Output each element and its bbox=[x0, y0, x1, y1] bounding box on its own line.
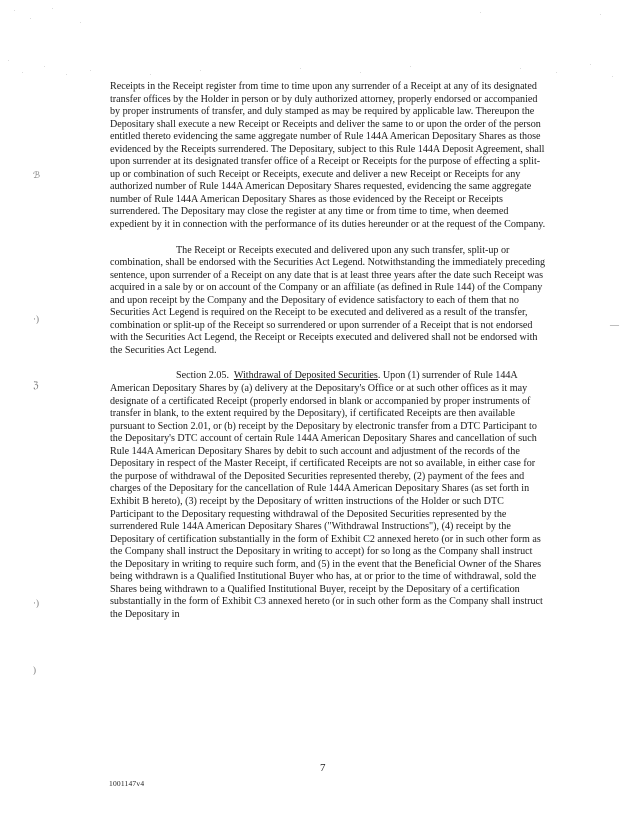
page-number: 7 bbox=[320, 762, 326, 774]
margin-mark: — bbox=[610, 320, 619, 330]
margin-mark: ℨ bbox=[33, 380, 39, 390]
section-heading: Withdrawal of Deposited Securities bbox=[233, 370, 378, 382]
section-text: . Upon (1) surrender of Rule 144A American Depositary Shares by (a) delivery at the Depositary's Office or at such other offices as it may designate of a certificated Receipt (properly endorsed in blank or accompanied by proper instruments of transfer in blank, to the extent required by the Depositary), if certificated Receipts are then available pursuant to Section 2.01, or (b) receipt by the Depositary by electronic transfer from a DTC Participant to the Depositary's DTC account of certain Rule 144A American Depositary Shares and cancellation of such Rule 144A American Depositary Shares by debit to such account and adjustment of the records of the Depositary in respect of the Master Receipt, if certificated Receipts are not so available, in either case for the purpose of withdrawal of the Deposited Securities represented thereby, (2) payment of the fees and charges of the Depositary for the cancellation of Rule 144A American Depositary Shares (as set forth in Exhibit B hereto), (3) receipt by the Depositary of written instructions of the Holder or such DTC Participant to the Depositary requesting withdrawal of the Deposited Securities represented by the surrendered Rule 144A American Depositary Shares ("Withdrawal Instructions"), (4) receipt by the Depositary of certification substantially in the form of Exhibit C2 annexed hereto (or in such other form as the Company shall instruct the Depositary in writing to accept) for so long as the Company shall instruct the Depositary in writing to require such form, and (5) in the event that the Beneficial Owner of the Shares being withdrawn is a Qualified Institutional Buyer who has, at or prior to the time of withdrawal, sold the Shares being withdrawn to a Qualified Institutional Buyer, receipt by the Depositary of a certification substantially in the form of Exhibit C3 annexed hereto (or in such other form as the Company shall instruct the Depositary in bbox=[110, 370, 543, 620]
margin-mark: ·) bbox=[33, 598, 39, 608]
margin-mark: ·) bbox=[33, 314, 39, 324]
document-body bbox=[110, 81, 546, 634]
paragraph: Receipts in the Receipt register from time to time upon any surrender of a Receipt at any of its designated transfer offices by the Holder in person or by duly authorized attorney, properly endorsed or accompanied by proper instruments of transfer, and duly stamped as may be required by applicable law. Thereupon the Depositary shall execute a new Receipt or Receipts and deliver the same to or upon the order of the person entitled thereto evidencing the same aggregate number of Rule 144A American Depositary Shares as those evidenced by the Receipts surrendered. The Depositary, subject to this Rule 144A Deposit Agreement, shall upon surrender at its designated transfer office of a Receipt or Receipts for the purpose of effecting a split-up or combination of such Receipt or Receipts, execute and deliver a new Receipt or Receipts for any authorized number of Rule 144A American Depositary Shares requested, evidencing the same aggregate number of Rule 144A American Depositary Shares as those evidenced by the Receipt or Receipts surrendered. The Depositary may close the register at any time or from time to time, when deemed expedient by it in connection with the performance of its duties hereunder or at the request of the Company. bbox=[110, 81, 546, 231]
margin-mark: ) bbox=[33, 665, 36, 675]
paragraph: The Receipt or Receipts executed and delivered upon any such transfer, split-up or combination, shall be endorsed with the Securities Act Legend. Notwithstanding the immediately preceding sentence, upon surrender of a Receipt on any date that is at least three years after the date such Receipt was acquired in a sale by or on account of the Company or an affiliate (as defined in Rule 144) of the Company and upon receipt by the Company and the Depositary of evidence satisfactory to each of them that no Securities Act Legend is required on the Receipt to be executed and delivered as a result of the transfer, combination or split-up of the Receipt so surrendered or upon surrender of a Receipt that is not endorsed with the Securities Act Legend, the Receipt or Receipts executed and delivered shall not be endorsed with the Securities Act Legend. bbox=[110, 244, 546, 356]
margin-mark: ℬ bbox=[33, 170, 41, 180]
footer-document-id: 1001147v4 bbox=[109, 779, 145, 788]
section-paragraph bbox=[110, 370, 546, 621]
section-number: Section 2.05. bbox=[176, 370, 229, 382]
